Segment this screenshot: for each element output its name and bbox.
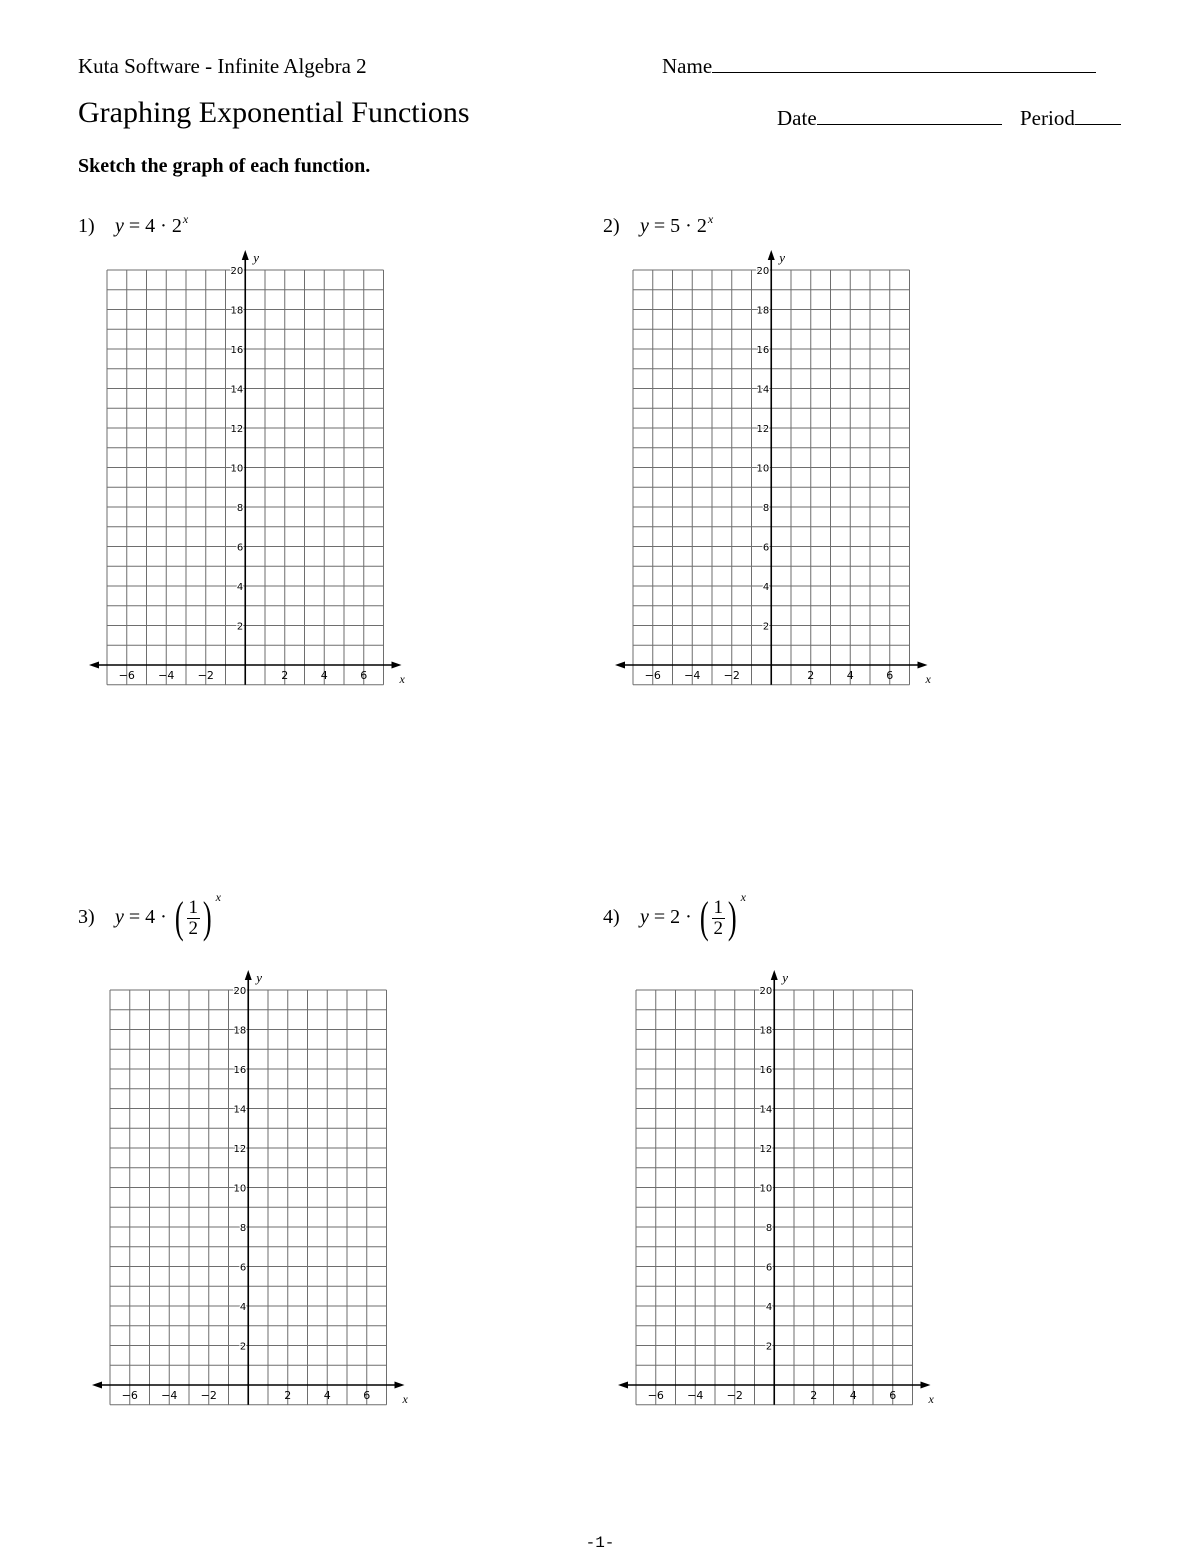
- y-tick-label: 12: [233, 1144, 247, 1155]
- period-field[interactable]: [1020, 106, 1121, 131]
- x-axis-right-arrow: [921, 1382, 931, 1389]
- x-tick-label: 4: [320, 669, 328, 682]
- y-tick-label: 18: [759, 1025, 773, 1037]
- y-tick-label: 14: [759, 1104, 773, 1116]
- y-tick-label: 8: [762, 503, 770, 514]
- y-axis-arrow: [771, 970, 778, 980]
- y-tick-label: 20: [230, 266, 244, 277]
- problem-number: 2): [603, 215, 620, 237]
- problem-number: 4): [603, 906, 620, 928]
- equation-exponent: x: [215, 890, 221, 904]
- worksheet-title: Graphing Exponential Functions: [78, 96, 470, 129]
- y-axis-arrow: [768, 250, 775, 260]
- y-tick-label: 4: [762, 582, 770, 593]
- y-tick-label: 2: [236, 621, 244, 633]
- y-tick-label: 10: [233, 1183, 247, 1195]
- x-tick-label: 6: [886, 669, 894, 682]
- y-tick-label: 20: [756, 266, 770, 277]
- y-tick-label: 12: [230, 424, 244, 435]
- y-tick-label: 14: [230, 384, 244, 396]
- x-tick-label: 2: [807, 669, 815, 682]
- x-tick-label: −2: [723, 669, 740, 682]
- publisher-label: Kuta Software - Infinite Algebra 2: [78, 54, 367, 78]
- y-axis-arrow: [245, 970, 252, 980]
- y-axis-label: y: [253, 250, 260, 265]
- x-tick-label: −6: [644, 669, 661, 682]
- x-tick-label: −4: [687, 1389, 704, 1402]
- y-axis-label: y: [782, 970, 789, 985]
- y-tick-label: 20: [233, 986, 247, 997]
- graph-grid-1[interactable]: [80, 248, 410, 688]
- x-tick-label: 2: [284, 1389, 292, 1402]
- x-axis-right-arrow: [918, 662, 928, 669]
- x-tick-label: −4: [684, 669, 701, 682]
- y-axis-label: y: [779, 250, 786, 265]
- x-tick-label: 4: [849, 1389, 857, 1402]
- y-tick-label: 2: [765, 1341, 773, 1353]
- fraction-denominator: 2: [713, 917, 723, 939]
- right-paren: ): [202, 893, 212, 943]
- y-tick-label: 10: [759, 1183, 773, 1195]
- fraction: [712, 898, 726, 939]
- problem-number: 1): [78, 215, 95, 237]
- period-blank[interactable]: [1075, 107, 1121, 125]
- x-tick-label: −6: [121, 1389, 138, 1402]
- x-tick-label: −6: [647, 1389, 664, 1402]
- graph-grid-3[interactable]: [83, 968, 413, 1408]
- y-axis-arrow: [242, 250, 249, 260]
- equation-y: y: [115, 215, 124, 237]
- equation-exponent: x: [740, 890, 746, 904]
- fraction-numerator: 1: [713, 896, 723, 918]
- y-tick-label: 10: [756, 463, 770, 475]
- name-field[interactable]: [662, 54, 1096, 79]
- problem-2-equation: [603, 212, 713, 238]
- y-tick-label: 14: [756, 384, 770, 396]
- y-tick-label: 12: [759, 1144, 773, 1155]
- y-tick-label: 12: [756, 424, 770, 435]
- y-tick-label: 8: [236, 503, 244, 514]
- y-tick-label: 18: [233, 1025, 247, 1037]
- x-tick-label: 4: [846, 669, 854, 682]
- x-axis-left-arrow: [615, 662, 625, 669]
- y-tick-label: 18: [756, 305, 770, 317]
- x-axis-right-arrow: [392, 662, 402, 669]
- x-tick-label: −6: [118, 669, 135, 682]
- x-tick-label: −4: [161, 1389, 178, 1402]
- equation-body: = 5 · 2: [653, 215, 707, 237]
- y-tick-label: 6: [236, 542, 244, 554]
- x-tick-label: −2: [197, 669, 214, 682]
- right-paren: ): [727, 893, 737, 943]
- date-label: Date: [777, 106, 817, 130]
- fraction-denominator: 2: [188, 917, 198, 939]
- period-label: Period: [1020, 106, 1075, 130]
- y-tick-label: 16: [230, 345, 244, 356]
- graph-grid-4[interactable]: [609, 968, 939, 1408]
- fraction-numerator: 1: [188, 896, 198, 918]
- y-tick-label: 4: [236, 582, 244, 593]
- x-tick-label: −4: [158, 669, 175, 682]
- y-tick-label: 6: [762, 542, 770, 554]
- x-axis-label: x: [399, 672, 405, 686]
- x-tick-label: 6: [360, 669, 368, 682]
- left-paren: (: [699, 893, 709, 943]
- x-axis-left-arrow: [618, 1382, 628, 1389]
- problem-number: 3): [78, 906, 95, 928]
- y-tick-label: 16: [759, 1065, 773, 1076]
- y-tick-label: 8: [765, 1223, 773, 1234]
- equation-body: = 4 ·: [128, 906, 167, 928]
- equation-body: = 2 ·: [653, 906, 692, 928]
- name-label: Name: [662, 54, 713, 78]
- y-tick-label: 14: [233, 1104, 247, 1116]
- equation-exponent: x: [707, 212, 714, 226]
- x-tick-label: 2: [810, 1389, 818, 1402]
- y-tick-label: 16: [233, 1065, 247, 1076]
- y-tick-label: 4: [765, 1302, 773, 1313]
- y-tick-label: 20: [759, 986, 773, 997]
- page-number: -1-: [585, 1534, 615, 1552]
- x-axis-right-arrow: [395, 1382, 405, 1389]
- problem-3-equation: [78, 890, 221, 943]
- y-tick-label: 16: [756, 345, 770, 356]
- y-tick-label: 4: [239, 1302, 247, 1313]
- x-axis-left-arrow: [92, 1382, 102, 1389]
- y-tick-label: 8: [239, 1223, 247, 1234]
- x-tick-label: −2: [200, 1389, 217, 1402]
- date-blank[interactable]: [817, 107, 1002, 125]
- x-tick-label: 6: [889, 1389, 897, 1402]
- y-tick-label: 18: [230, 305, 244, 317]
- name-blank[interactable]: [712, 55, 1096, 73]
- x-tick-label: 6: [363, 1389, 371, 1402]
- y-tick-label: 6: [765, 1262, 773, 1274]
- x-axis-label: x: [402, 1392, 408, 1406]
- left-paren: (: [174, 893, 184, 943]
- y-tick-label: 10: [230, 463, 244, 475]
- y-tick-label: 6: [239, 1262, 247, 1274]
- x-tick-label: 4: [323, 1389, 331, 1402]
- x-axis-label: x: [928, 1392, 934, 1406]
- x-tick-label: −2: [726, 1389, 743, 1402]
- equation-y: y: [640, 215, 649, 237]
- y-tick-label: 2: [762, 621, 770, 633]
- equation-y: y: [640, 906, 649, 928]
- equation-body: = 4 · 2: [128, 215, 182, 237]
- instructions: Sketch the graph of each function.: [78, 155, 371, 177]
- y-axis-label: y: [256, 970, 263, 985]
- x-axis-label: x: [925, 672, 931, 686]
- problem-1-equation: [78, 212, 188, 238]
- problem-4-equation: [603, 890, 746, 943]
- x-tick-label: 2: [281, 669, 289, 682]
- date-field[interactable]: [777, 106, 1002, 131]
- graph-grid-2[interactable]: [606, 248, 936, 688]
- equation-exponent: x: [182, 212, 189, 226]
- fraction: [187, 898, 201, 939]
- y-tick-label: 2: [239, 1341, 247, 1353]
- equation-y: y: [115, 906, 124, 928]
- x-axis-left-arrow: [89, 662, 99, 669]
